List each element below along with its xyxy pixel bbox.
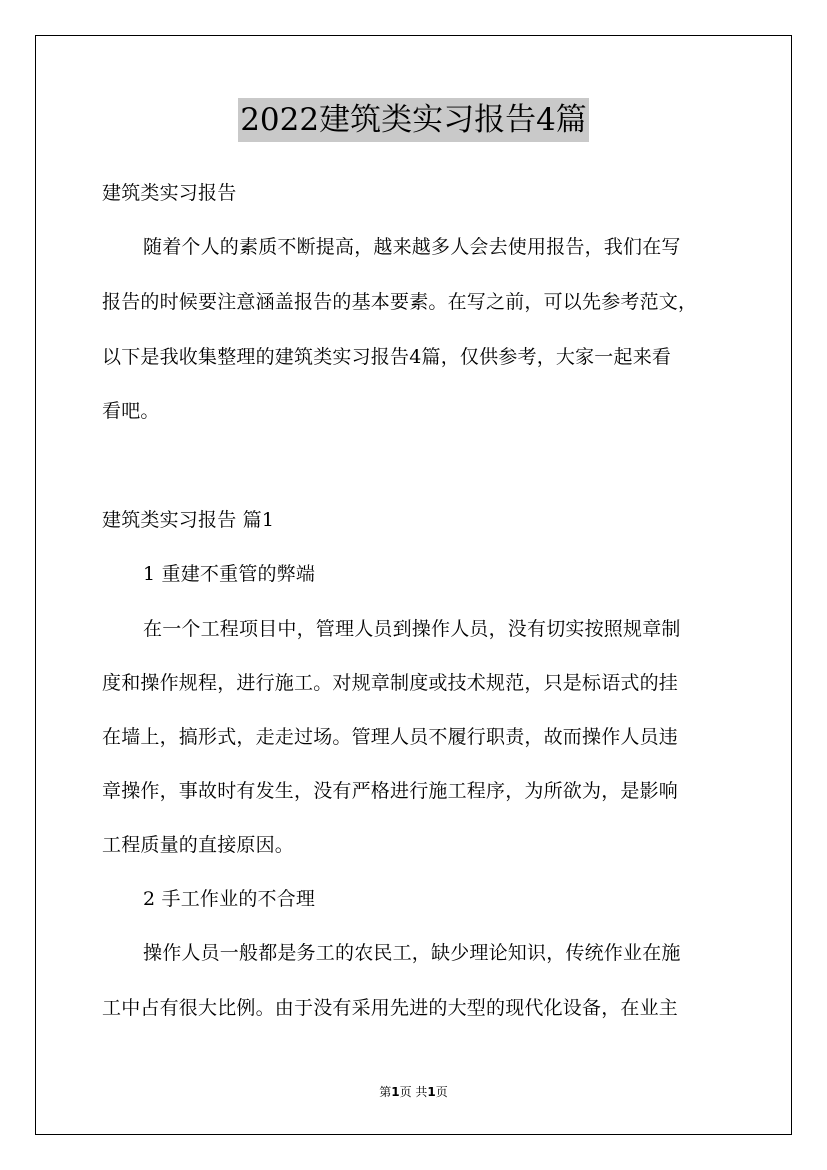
intro-paragraph-line: 报告的时候要注意涵盖报告的基本要素。在写之前，可以先参考范文， [102, 291, 698, 313]
page-footer [0, 1083, 827, 1100]
document-title: 2022建筑类实习报告4篇 [238, 98, 589, 142]
paragraph-line: 操作人员一般都是务工的农民工，缺少理论知识，传统作业在施 [143, 942, 681, 964]
subsection-heading: 2 手工作业的不合理 [143, 888, 316, 910]
footer-suffix: 页 [435, 1085, 448, 1099]
paragraph-line: 工中占有很大比例。由于没有采用先进的大型的现代化设备，在业主 [102, 997, 679, 1019]
section-heading: 建筑类实习报告 篇1 [102, 509, 275, 531]
paragraph-line: 在一个工程项目中，管理人员到操作人员，没有切实按照规章制 [143, 618, 681, 640]
footer-prefix: 第 [379, 1085, 392, 1099]
paragraph-line: 章操作，事故时有发生，没有严格进行施工程序，为所欲为，是影响 [102, 780, 679, 802]
intro-paragraph-line: 随着个人的素质不断提高，越来越多人会去使用报告，我们在写 [143, 236, 681, 258]
intro-paragraph-line: 以下是我收集整理的建筑类实习报告4篇，仅供参考，大家一起来看 [102, 346, 672, 368]
paragraph-line: 工程质量的直接原因。 [102, 834, 295, 856]
paragraph-line: 度和操作规程，进行施工。对规章制度或技术规范，只是标语式的挂 [102, 672, 679, 694]
footer-total-pages: 1 [427, 1085, 436, 1099]
intro-paragraph-line: 看吧。 [102, 400, 160, 422]
footer-page-number: 1 [391, 1085, 400, 1099]
footer-mid: 页 共 [399, 1085, 428, 1099]
title-container [0, 98, 827, 142]
paragraph-line: 在墙上，搞形式，走走过场。管理人员不履行职责，故而操作人员违 [102, 726, 679, 748]
subsection-heading: 1 重建不重管的弊端 [143, 563, 316, 585]
intro-heading: 建筑类实习报告 [102, 182, 237, 204]
